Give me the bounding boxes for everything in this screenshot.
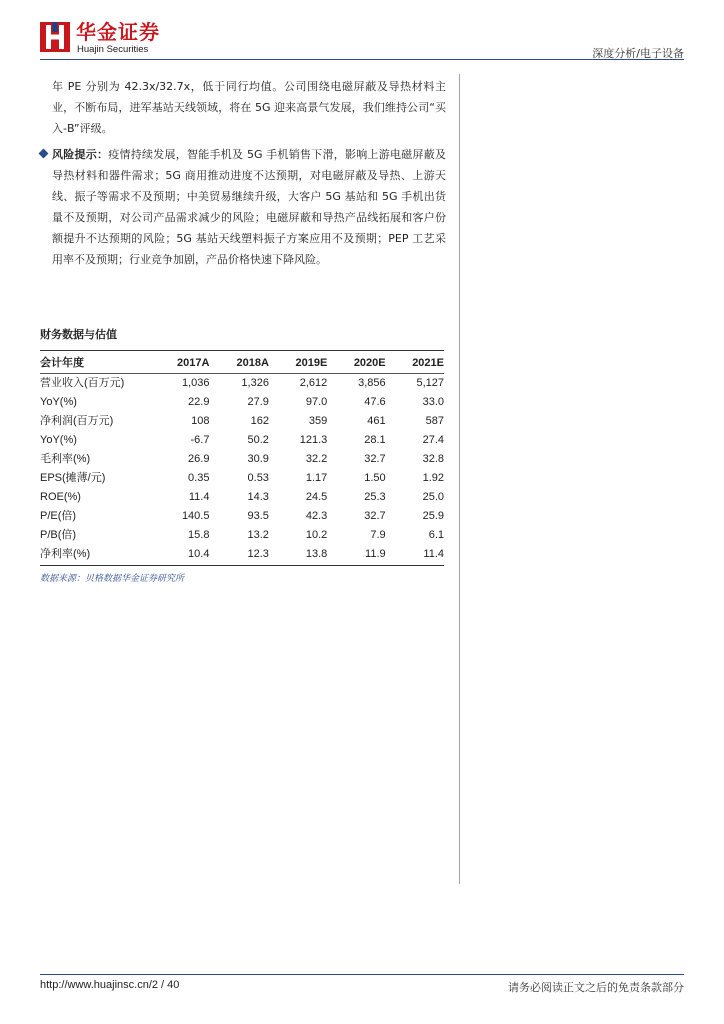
table-cell: -6.7 — [190, 434, 210, 446]
table-cell: 1.92 — [422, 472, 444, 484]
footer-disclaimer: 请务必阅读正文之后的免责条款部分 — [508, 981, 684, 994]
table-cell: 30.9 — [247, 453, 269, 465]
table-bottom-rule — [40, 565, 444, 566]
row-label: 毛利率(%) — [40, 453, 91, 465]
footer-url-page[interactable]: http://www.huajinsc.cn/2 / 40 — [40, 979, 180, 991]
huajin-logo-icon — [40, 22, 70, 52]
table-cell: 1,326 — [241, 377, 269, 389]
risk-text: 疫情持续发展，智能手机及 5G 手机销售下滑，影响上游电磁屏蔽及导热材料和器件需求；5G 商用推动进度不达预期，对电磁屏蔽及导热、上游天线、振子等需求不及预期；中美贸易继续升级，大客户 5G 基站和 5G 手机出货量不及预期，对公司产品需求减少的风险；电磁屏蔽和导热产品线拓展和客户份额提升不达预期的风险；5G 基站天线塑料振子方案应用不及预期；PEP 工艺采用率不及预期；行业竞争加剧，产品价格快速下降风险。 — [52, 148, 447, 266]
table-cell: 15.8 — [188, 529, 210, 541]
table-cell: 359 — [308, 415, 328, 427]
table-cell: 10.2 — [305, 529, 328, 541]
diamond-bullet-icon — [39, 149, 49, 159]
risk-paragraph — [52, 144, 446, 270]
row-label: ROE(%) — [40, 491, 81, 503]
column-header: 2020E — [327, 354, 385, 374]
table-cell: 32.8 — [422, 453, 444, 465]
header-divider — [40, 59, 684, 60]
table-row — [40, 507, 444, 526]
table-cell: 13.2 — [247, 529, 269, 541]
sidebar-divider — [459, 74, 460, 884]
table-cell: 5,127 — [416, 377, 444, 389]
table-cell: 22.9 — [188, 396, 210, 408]
table-cell: 587 — [425, 415, 444, 427]
table-cell: 1.50 — [364, 472, 386, 484]
table-cell: 27.9 — [247, 396, 269, 408]
table-cell: 3,856 — [358, 377, 386, 389]
table-cell: 33.0 — [422, 396, 444, 408]
table-cell: 42.3 — [305, 510, 328, 522]
table-row — [40, 393, 444, 412]
row-label: P/E(倍) — [40, 510, 77, 522]
table-cell: 461 — [367, 415, 386, 427]
financial-table — [40, 354, 444, 564]
table-title: 财务数据与估值 — [40, 328, 117, 341]
table-cell: 93.5 — [247, 510, 269, 522]
table-cell: 162 — [250, 415, 269, 427]
table-cell: 11.4 — [188, 491, 210, 503]
table-cell: 14.3 — [247, 491, 269, 503]
column-header: 2019E — [269, 354, 327, 374]
risk-label: 风险提示： — [52, 148, 109, 161]
table-row — [40, 469, 444, 488]
table-row — [40, 431, 444, 450]
row-label: YoY(%) — [40, 434, 77, 446]
table-cell: 11.9 — [365, 548, 386, 560]
row-label: P/B(倍) — [40, 529, 77, 541]
row-label: YoY(%) — [40, 396, 77, 408]
table-cell: 10.4 — [188, 548, 210, 560]
column-header: 2018A — [209, 354, 268, 374]
table-top-rule — [40, 350, 444, 351]
table-cell: 27.4 — [422, 434, 444, 446]
table-cell: 97.0 — [305, 396, 328, 408]
table-cell: 32.2 — [305, 453, 328, 465]
table-cell: 24.5 — [305, 491, 328, 503]
logo-chinese-name: 华金证券 — [76, 20, 160, 44]
footer-divider — [40, 974, 684, 975]
table-row — [40, 488, 444, 507]
table-cell: 6.1 — [428, 529, 444, 541]
table-cell: 0.35 — [188, 472, 210, 484]
logo-english-name: Huajin Securities — [77, 44, 149, 55]
report-section-label: 深度分析/电子设备 — [592, 47, 684, 60]
column-header: 2021E — [386, 354, 444, 374]
table-cell: 13.8 — [305, 548, 328, 560]
row-label: 净利率(%) — [40, 548, 91, 560]
table-cell: 108 — [191, 415, 210, 427]
column-header: 2017A — [150, 354, 209, 374]
table-cell: 121.3 — [299, 434, 328, 446]
table-cell: 28.1 — [364, 434, 386, 446]
column-header: 会计年度 — [40, 354, 150, 374]
intro-paragraph: 年 PE 分别为 42.3x/32.7x，低于同行均值。公司围绕电磁屏蔽及导热材料主业，不断布局，进军基站天线领域，将在 5G 迎来高景气发展，我们维持公司“买入-B”评级。 — [52, 80, 446, 135]
table-cell: 2,612 — [299, 377, 328, 389]
table-cell: 12.3 — [247, 548, 269, 560]
table-cell: 1.17 — [305, 472, 328, 484]
table-cell: 7.9 — [370, 529, 386, 541]
table-row — [40, 545, 444, 564]
table-row — [40, 526, 444, 545]
row-label: 净利润(百万元) — [40, 415, 114, 427]
table-cell: 11.4 — [423, 548, 444, 560]
table-cell: 25.3 — [364, 491, 386, 503]
table-body — [40, 374, 444, 565]
table-cell: 32.7 — [364, 510, 386, 522]
table-cell: 47.6 — [364, 396, 386, 408]
table-cell: 25.9 — [422, 510, 444, 522]
data-source-note: 数据来源：贝格数据华金证券研究所 — [40, 574, 185, 584]
table-cell: 32.7 — [364, 453, 386, 465]
table-cell: 1,036 — [181, 377, 210, 389]
table-header-row — [40, 354, 444, 374]
row-label: EPS(摊薄/元) — [40, 472, 106, 484]
table-cell: 26.9 — [188, 453, 210, 465]
table-cell: 0.53 — [247, 472, 269, 484]
table-row — [40, 374, 444, 394]
table-cell: 140.5 — [181, 510, 210, 522]
table-row — [40, 450, 444, 469]
table-row — [40, 412, 444, 431]
table-cell: 50.2 — [247, 434, 269, 446]
table-cell: 25.0 — [422, 491, 444, 503]
row-label: 营业收入(百万元) — [40, 377, 125, 389]
